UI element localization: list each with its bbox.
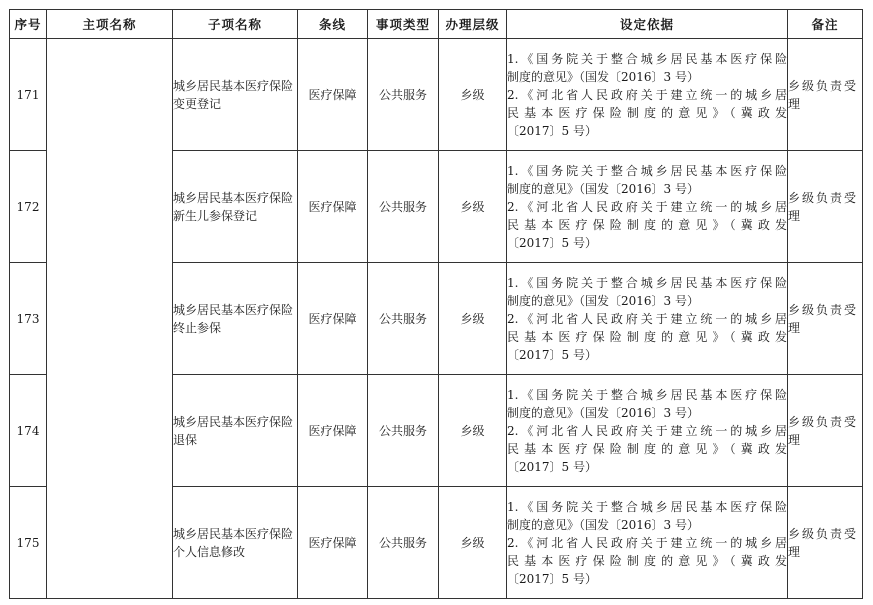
row-note: 乡级负责受理 bbox=[788, 151, 863, 263]
row-line: 医疗保障 bbox=[298, 375, 368, 487]
row-seq: 173 bbox=[10, 263, 47, 375]
row-item-type: 公共服务 bbox=[368, 263, 439, 375]
row-sub-item: 城乡居民基本医疗保险变更登记 bbox=[173, 39, 298, 151]
basis-line: 2.《河北省人民政府关于建立统一的城乡居 bbox=[507, 423, 787, 438]
row-seq: 171 bbox=[10, 39, 47, 151]
basis-line: 制度的意见》（国发〔2016〕3 号） bbox=[507, 517, 699, 532]
row-handling-level: 乡级 bbox=[439, 263, 507, 375]
row-seq: 174 bbox=[10, 375, 47, 487]
basis-line: 民基本医疗保险制度的意见》（冀政发 bbox=[507, 105, 787, 120]
row-basis bbox=[507, 487, 788, 599]
basis-line: 制度的意见》（国发〔2016〕3 号） bbox=[507, 405, 699, 420]
row-item-type: 公共服务 bbox=[368, 375, 439, 487]
row-note: 乡级负责受理 bbox=[788, 375, 863, 487]
basis-line: 制度的意见》（国发〔2016〕3 号） bbox=[507, 69, 699, 84]
basis-line: 1.《国务院关于整合城乡居民基本医疗保险 bbox=[507, 51, 787, 66]
header-sub-item: 子项名称 bbox=[173, 10, 298, 39]
row-item-type: 公共服务 bbox=[368, 151, 439, 263]
basis-line: 制度的意见》（国发〔2016〕3 号） bbox=[507, 293, 699, 308]
row-note: 乡级负责受理 bbox=[788, 263, 863, 375]
header-seq: 序号 bbox=[10, 10, 47, 39]
row-note: 乡级负责受理 bbox=[788, 39, 863, 151]
row-handling-level: 乡级 bbox=[439, 487, 507, 599]
row-item-type: 公共服务 bbox=[368, 39, 439, 151]
header-line: 条线 bbox=[298, 10, 368, 39]
row-line: 医疗保障 bbox=[298, 263, 368, 375]
basis-line: 2.《河北省人民政府关于建立统一的城乡居 bbox=[507, 199, 787, 214]
basis-line: 〔2017〕5 号） bbox=[507, 571, 597, 586]
row-line: 医疗保障 bbox=[298, 151, 368, 263]
basis-line: 1.《国务院关于整合城乡居民基本医疗保险 bbox=[507, 499, 787, 514]
row-basis bbox=[507, 39, 788, 151]
row-note: 乡级负责受理 bbox=[788, 487, 863, 599]
basis-line: 〔2017〕5 号） bbox=[507, 459, 597, 474]
row-main-item bbox=[47, 39, 173, 599]
basis-line: 民基本医疗保险制度的意见》（冀政发 bbox=[507, 329, 787, 344]
basis-line: 2.《河北省人民政府关于建立统一的城乡居 bbox=[507, 311, 787, 326]
basis-line: 制度的意见》（国发〔2016〕3 号） bbox=[507, 181, 699, 196]
row-line: 医疗保障 bbox=[298, 487, 368, 599]
row-item-type: 公共服务 bbox=[368, 487, 439, 599]
service-items-table bbox=[9, 9, 863, 599]
row-sub-item: 城乡居民基本医疗保险新生儿参保登记 bbox=[173, 151, 298, 263]
basis-line: 〔2017〕5 号） bbox=[507, 347, 597, 362]
basis-line: 1.《国务院关于整合城乡居民基本医疗保险 bbox=[507, 163, 787, 178]
row-handling-level: 乡级 bbox=[439, 375, 507, 487]
header-basis: 设定依据 bbox=[507, 10, 788, 39]
row-basis bbox=[507, 263, 788, 375]
header-main-item: 主项名称 bbox=[47, 10, 173, 39]
row-handling-level: 乡级 bbox=[439, 151, 507, 263]
row-sub-item: 城乡居民基本医疗保险终止参保 bbox=[173, 263, 298, 375]
header-handling-level: 办理层级 bbox=[439, 10, 507, 39]
row-basis bbox=[507, 375, 788, 487]
basis-line: 1.《国务院关于整合城乡居民基本医疗保险 bbox=[507, 387, 787, 402]
header-row bbox=[10, 10, 863, 39]
row-handling-level: 乡级 bbox=[439, 39, 507, 151]
basis-line: 民基本医疗保险制度的意见》（冀政发 bbox=[507, 217, 787, 232]
row-sub-item: 城乡居民基本医疗保险退保 bbox=[173, 375, 298, 487]
basis-line: 〔2017〕5 号） bbox=[507, 235, 597, 250]
row-seq: 172 bbox=[10, 151, 47, 263]
header-note: 备注 bbox=[788, 10, 863, 39]
basis-line: 2.《河北省人民政府关于建立统一的城乡居 bbox=[507, 87, 787, 102]
header-item-type: 事项类型 bbox=[368, 10, 439, 39]
table-row bbox=[10, 39, 863, 151]
row-basis bbox=[507, 151, 788, 263]
basis-line: 民基本医疗保险制度的意见》（冀政发 bbox=[507, 553, 787, 568]
row-line: 医疗保障 bbox=[298, 39, 368, 151]
row-sub-item: 城乡居民基本医疗保险个人信息修改 bbox=[173, 487, 298, 599]
basis-line: 1.《国务院关于整合城乡居民基本医疗保险 bbox=[507, 275, 787, 290]
basis-line: 民基本医疗保险制度的意见》（冀政发 bbox=[507, 441, 787, 456]
basis-line: 〔2017〕5 号） bbox=[507, 123, 597, 138]
basis-line: 2.《河北省人民政府关于建立统一的城乡居 bbox=[507, 535, 787, 550]
row-seq: 175 bbox=[10, 487, 47, 599]
